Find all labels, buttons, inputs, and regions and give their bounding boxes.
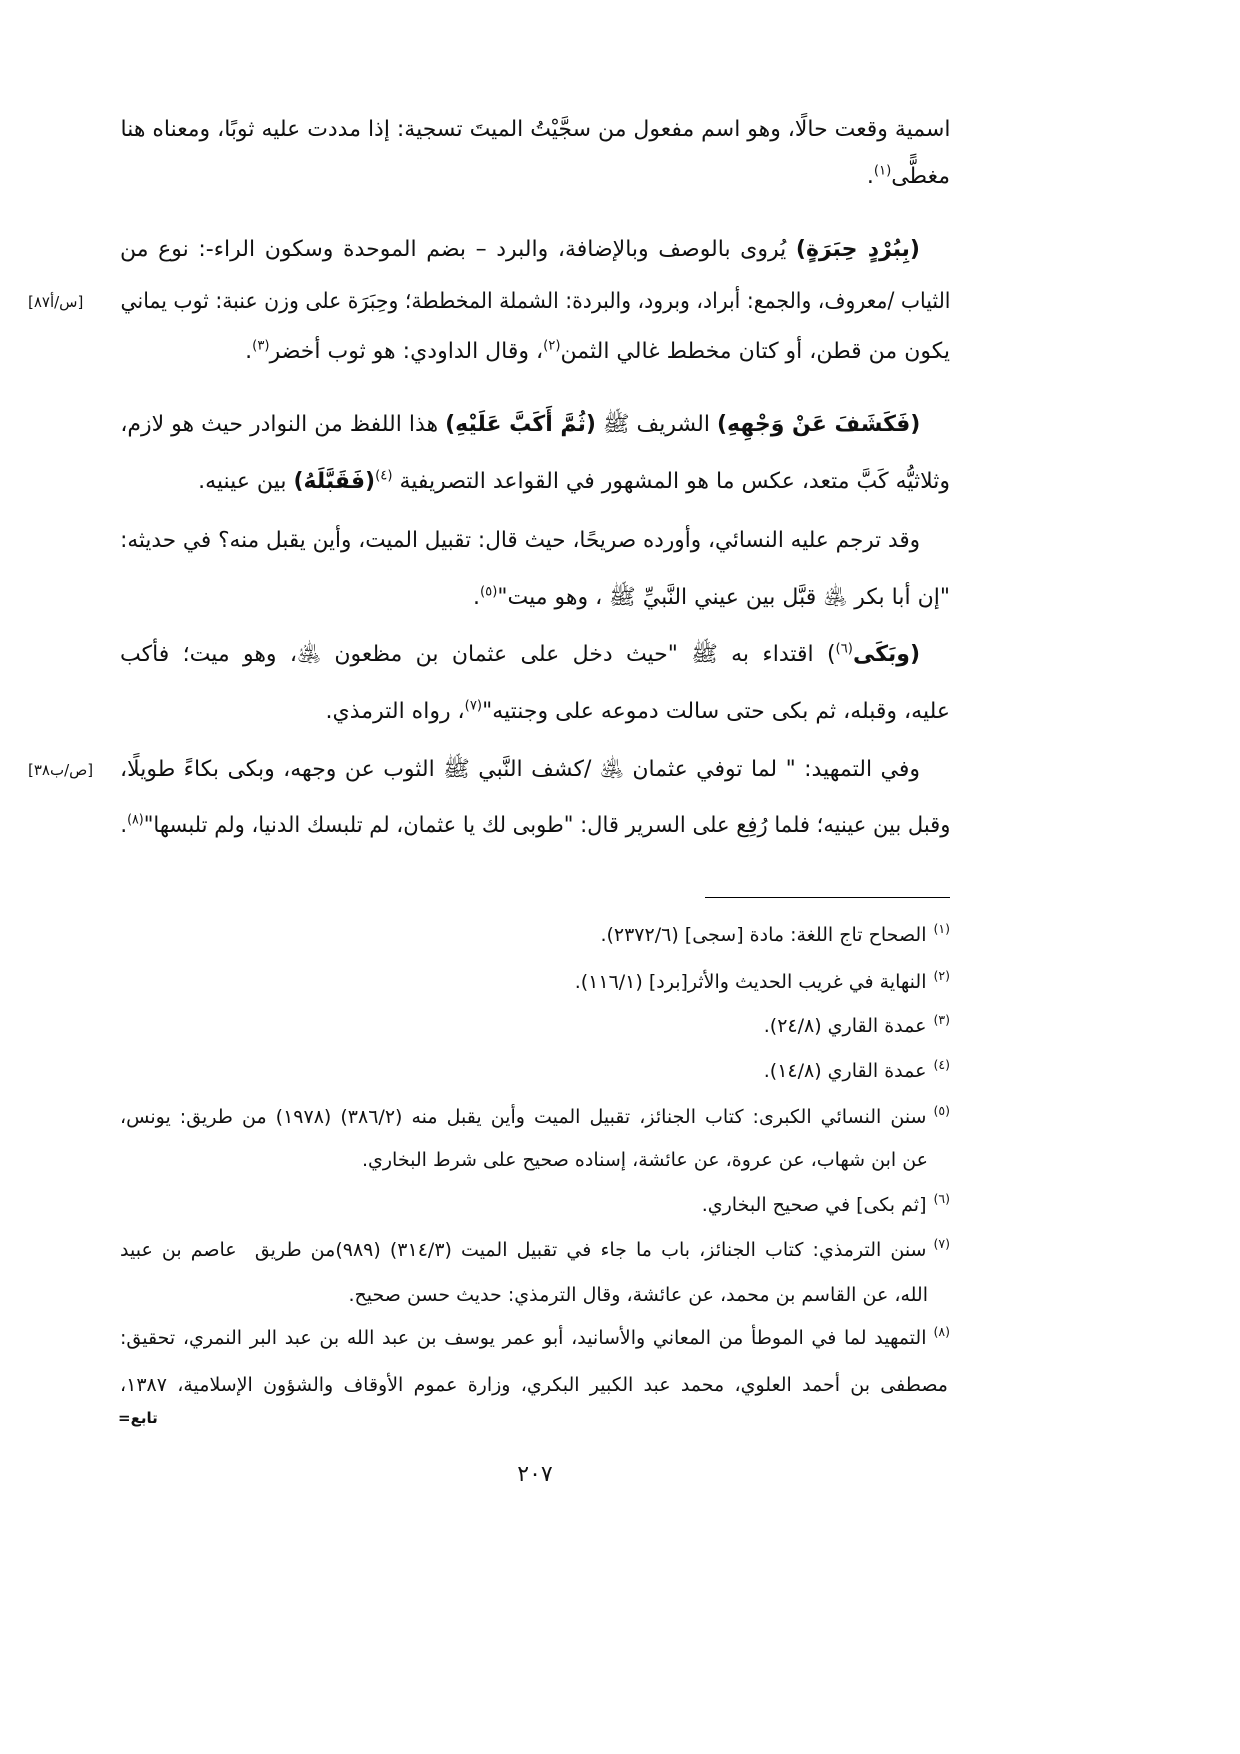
body-line [120, 228, 920, 272]
footnote-content [120, 1097, 950, 1137]
body-text: ، وقال الداودي: هو ثوب أخضر [269, 339, 544, 364]
lemma-bold: (بِبُرْدٍ حِبَرَةٍ) [795, 237, 920, 262]
body-text: يكون من قطن، أو كتان مخطط غالي الثمن [560, 339, 950, 364]
body-line [120, 804, 950, 848]
footnote-content [575, 962, 950, 1002]
footnote-content [120, 1318, 950, 1358]
footnote-continuation [120, 1365, 948, 1405]
body-text: وقد ترجم عليه النسائي، وأورده صريحًا، حيث قال: تقبيل الميت، وأين يقبل منه؟ في حديثه: [119, 528, 920, 553]
body-text: الشريف ﷺ [595, 412, 717, 437]
body-text: عليه، وقبله، ثم بكى حتى سالت دموعه على وجنتيه" [482, 699, 950, 724]
body-line-content [120, 633, 920, 677]
footnote-ref: (٥) [479, 584, 498, 600]
footnote-content [764, 1051, 950, 1091]
footnote [120, 915, 950, 955]
footnote-continuation [120, 1140, 928, 1180]
page-number: ٢٠٧ [517, 1462, 553, 1487]
footnote-marker: (٢) [933, 968, 950, 984]
body-line [120, 460, 950, 504]
footnote-marker: (٥) [933, 1103, 950, 1119]
body-line [120, 748, 920, 792]
footnote-text: سنن النسائي الكبرى: كتاب الجنائز، تقبيل الميت وأين يقبل منه (٣٨٦/٢) (١٩٧٨) من طريق: يونس، [120, 1106, 927, 1128]
footnote-ref: (٣) [252, 338, 270, 354]
footnote-ref: (٧) [464, 698, 483, 714]
body-text: بين عينيه. [198, 469, 294, 494]
body-line-content [245, 330, 950, 374]
footnote [120, 1051, 950, 1091]
body-line [120, 576, 950, 620]
body-line [120, 280, 950, 324]
body-line [120, 108, 950, 152]
body-text: وفي التمهيد: " لما توفي عثمان ﵁ /كشف النَّبي ﷺ الثوب عن وجهه، وبكى بكاءً طويلًا، [120, 757, 920, 782]
footnote-text: الله، عن القاسم بن محمد، عن عائشة، وقال الترمذي: حديث حسن صحيح. [348, 1284, 928, 1306]
footnote-text: الصحاح تاج اللغة: مادة [سجى] (٢٣٧٢/٦). [600, 924, 927, 946]
body-line [120, 519, 920, 563]
body-line [120, 633, 920, 677]
body-line-content [473, 576, 950, 620]
body-text: . [119, 813, 127, 838]
body-line-content [120, 228, 920, 272]
footnote-separator [705, 897, 950, 898]
footnote [120, 962, 950, 1002]
footnote-content [702, 1185, 950, 1225]
body-line-content [120, 804, 950, 848]
footnote-text: النهاية في غريب الحديث والأثر[برد] (١١٦/١). [574, 971, 927, 993]
footnote-text: عمدة القاري (٢٤/٨). [763, 1015, 927, 1037]
footnote [120, 1185, 950, 1225]
footnote-text: التمهيد لما في الموطأ من المعاني والأسانيد، أبو عمر يوسف بن عبد الله بن عبد البر النمري، تحقيق: [120, 1327, 927, 1349]
footnote [120, 1097, 950, 1137]
footnote-marker: (٨) [933, 1324, 950, 1340]
body-line [120, 690, 950, 734]
lemma-bold: (فَقَبَّلَهُ) [293, 469, 376, 494]
footnote-content [764, 1006, 950, 1046]
footnote-ref: (١) [873, 163, 892, 179]
footnote-content [120, 1230, 950, 1270]
footnote-text: عمدة القاري (١٤/٨). [763, 1060, 927, 1082]
body-text: ، رواه الترمذي. [325, 699, 465, 724]
body-line [120, 403, 920, 447]
footnote-text: سنن الترمذي: كتاب الجنائز، باب ما جاء في تقبيل الميت (٣١٤/٣) (٩٨٩)من طريق عاصم بن عبيد [120, 1239, 927, 1261]
body-line-content [120, 403, 920, 447]
footnote-content [600, 915, 950, 955]
body-line-content [198, 460, 950, 504]
footnote-ref: (٦) [835, 641, 853, 657]
body-text: . [866, 164, 874, 189]
footnote-marker: (٤) [933, 1057, 950, 1073]
footnote-text: [ثم بكى] في صحيح البخاري. [701, 1194, 927, 1216]
footnote-marker: (٣) [933, 1012, 950, 1028]
body-text: الثياب /معروف، والجمع: أبراد، وبرود، والبردة: الشملة المخططة؛ وحِبَرَة على وزن عنبة: ثوب يماني [120, 289, 950, 314]
body-text: ) اقتداء به ﷺ "حيث دخل على عثمان بن مظعون ﵁، وهو ميت؛ فأكب [120, 642, 836, 667]
footnote-content [120, 1365, 948, 1405]
footnote-ref: (٤) [375, 468, 393, 484]
body-text: . [472, 585, 480, 610]
body-line-content [120, 280, 950, 324]
footnote-marker: (٦) [933, 1191, 950, 1207]
footnote-text: عن ابن شهاب، عن عروة، عن عائشة، إسناده صحيح على شرط البخاري. [361, 1149, 928, 1171]
lemma-bold: (فَكَشَفَ عَنْ وَجْهِهِ) [716, 412, 920, 437]
body-text: . [245, 339, 253, 364]
footnote-marker: (٧) [933, 1236, 950, 1252]
body-text: وثلاثيُّه كَبَّ متعد، عكس ما هو المشهور في القواعد التصريفية [392, 469, 950, 494]
body-line-content [326, 690, 950, 734]
body-line [120, 330, 950, 374]
body-text: يُروى بالوصف وبالإضافة، والبرد – بضم الموحدة وسكون الراء-: نوع من [120, 237, 796, 262]
body-text: هذا اللفظ من النوادر حيث هو لازم، [120, 412, 445, 437]
footnote-ref: (٨) [126, 812, 144, 828]
continuation-mark: تابع= [118, 1409, 158, 1427]
body-line-content [120, 108, 950, 152]
margin-folio-note: [٣٨ب/ص] [28, 761, 94, 779]
body-line [120, 155, 950, 199]
footnote [120, 1318, 950, 1358]
body-line-content [120, 748, 920, 792]
footnote-continuation [120, 1275, 928, 1315]
body-text: اسمية وقعت حالًا، وهو اسم مفعول من سجَّيْتُ الميتَ تسجية: إذا مددت عليه ثوبًا، ومعناه هنا [119, 117, 950, 142]
footnote [120, 1230, 950, 1270]
lemma-bold: (ثُمَّ أَكَبَّ عَلَيْهِ) [444, 412, 596, 437]
footnote-content [362, 1140, 928, 1180]
margin-folio-note: [٨٧أ/س] [28, 293, 84, 311]
body-text: مغطًّى [891, 164, 950, 189]
footnote-text: مصطفى بن أحمد العلوي، محمد عبد الكبير البكري، وزارة عموم الأوقاف والشؤون الإسلامية، ١٣٨٧، [120, 1374, 948, 1396]
body-text: وقبل بين عينيه؛ فلما رُفِع على السرير قال: "طوبى لك يا عثمان، لم تلبسك الدنيا، ولم تلبسها" [143, 813, 950, 838]
footnote-marker: (١) [933, 921, 950, 937]
body-line-content [120, 519, 920, 563]
body-text: "إن أبا بكر ﵁ قبَّل بين عيني النَّبيِّ ﷺ ، وهو ميت" [497, 585, 950, 610]
footnote [120, 1006, 950, 1046]
footnote-content [348, 1275, 928, 1315]
footnote-ref: (٢) [543, 338, 561, 354]
lemma-bold: (وبَكَى [852, 642, 920, 667]
body-line-content [867, 155, 950, 199]
